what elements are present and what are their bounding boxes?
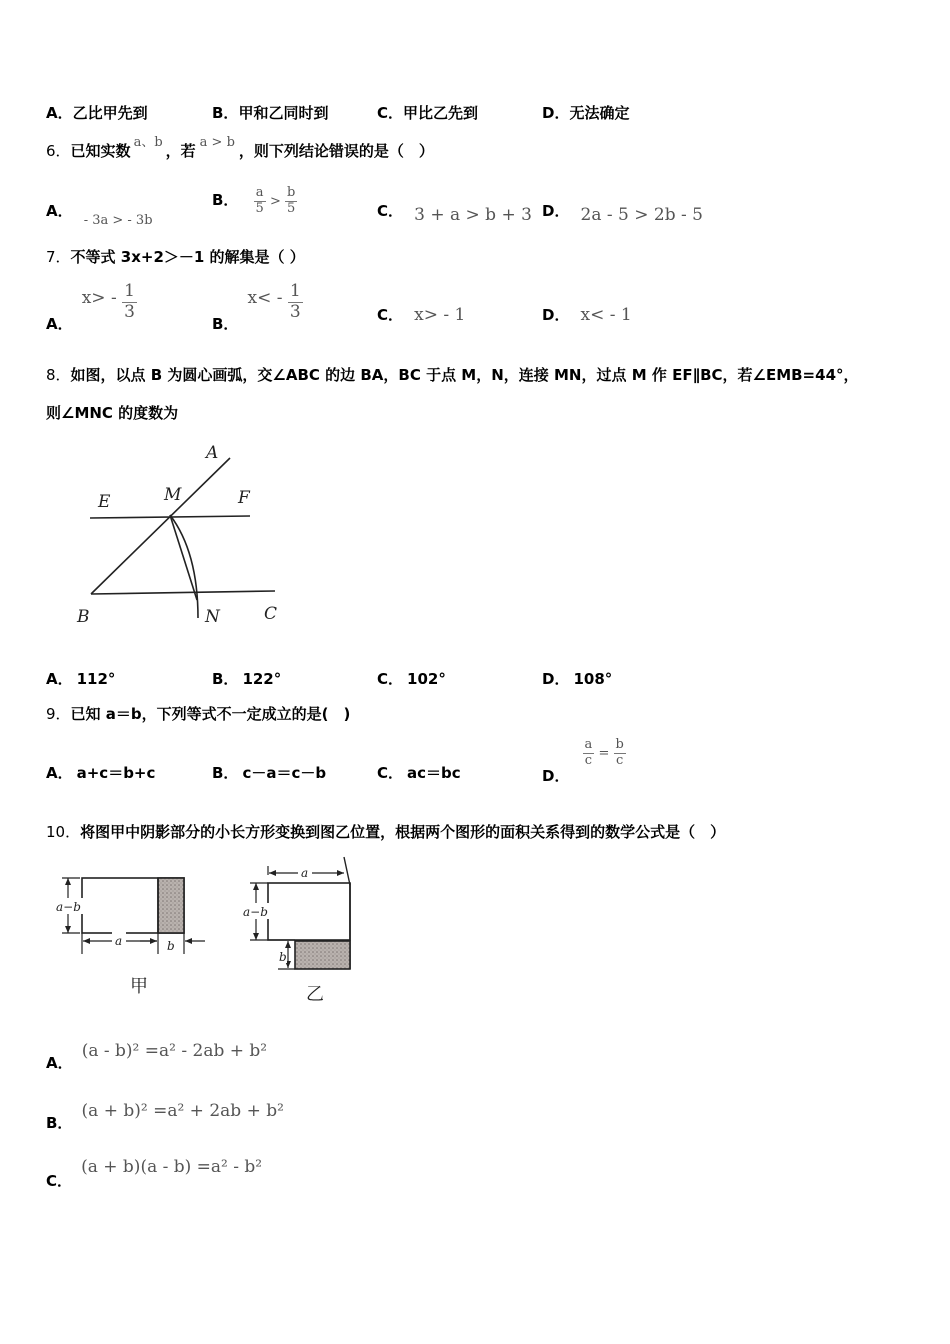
- q6-option-d[interactable]: [542, 200, 703, 225]
- fraction-numerator: a: [255, 185, 264, 200]
- label-b: B: [77, 607, 90, 627]
- question-number: 10．: [46, 823, 81, 841]
- option-math: (a + b)(a - b) =a² - b²: [81, 1157, 263, 1177]
- question-number: 7．: [46, 248, 71, 266]
- label-c: C: [264, 604, 278, 624]
- q8-stem-text: 如图，以点 B 为圆心画弧，交∠ABC 的边 BA，BC 于点 M，N，连接 MN，过点 M 作 EF∥BC，若∠EMB=44°，: [70, 366, 859, 384]
- option-letter: D．: [542, 306, 570, 324]
- option-letter: B．: [212, 190, 239, 209]
- option-letter: B．: [212, 670, 239, 688]
- q6-stem-c: ，则下列结论错误的是（ ）: [238, 142, 434, 160]
- question-number: 9．: [46, 705, 71, 723]
- label-f: F: [238, 488, 250, 508]
- yi-side-label: a−b: [243, 905, 268, 919]
- fraction-denominator: 5: [255, 200, 264, 216]
- operator: =: [598, 745, 610, 761]
- q8-option-a[interactable]: [46, 668, 115, 689]
- fraction-denominator: 3: [124, 301, 135, 322]
- q8-stem-line2: 则∠MNC 的度数为: [46, 404, 179, 422]
- option-letter: D．: [542, 670, 570, 688]
- q9-option-c[interactable]: [377, 762, 461, 783]
- q9-stem-text: 已知 a＝b，下列等式不一定成立的是( ): [70, 705, 351, 723]
- yi-side-label-b: b: [279, 950, 287, 964]
- fraction-numerator: 1: [124, 281, 135, 301]
- option-letter: C．: [377, 764, 404, 782]
- fraction-denominator: 5: [287, 200, 296, 216]
- q10-option-b[interactable]: [46, 1100, 284, 1132]
- fraction-numerator: 1: [289, 281, 301, 301]
- option-text: a+c＝b+c: [76, 764, 156, 782]
- option-letter: A．: [46, 670, 73, 688]
- option-math: x< - 1: [580, 305, 632, 325]
- q6-option-a[interactable]: [46, 200, 153, 228]
- option-math: 3 + a > b + 3: [414, 205, 532, 225]
- option-letter: A．: [46, 104, 73, 122]
- q9-option-a[interactable]: [46, 762, 155, 783]
- jia-shaded-rect: [158, 878, 184, 933]
- q8-option-d[interactable]: [542, 668, 612, 689]
- q8-figure: [70, 440, 290, 630]
- segment-mn: [170, 515, 197, 600]
- option-math: (a + b)² =a² + 2ab + b²: [81, 1101, 284, 1121]
- option-letter: B．: [212, 764, 239, 782]
- option-text: 无法确定: [569, 104, 630, 122]
- q6-stem: [46, 135, 434, 161]
- jia-bottom-label-b: b: [167, 939, 175, 953]
- option-math: [247, 281, 303, 322]
- option-text: 122°: [242, 670, 282, 688]
- q10-stem-text: 将图甲中阴影部分的小长方形变换到图乙位置，根据两个图形的面积关系得到的数学公式是（ ）: [80, 823, 726, 841]
- option-letter: C．: [377, 670, 404, 688]
- option-letter: A．: [46, 764, 73, 782]
- q7-option-c[interactable]: [377, 304, 465, 325]
- option-math: 2a - 5 > 2b - 5: [580, 205, 703, 225]
- option-letter: B．: [212, 314, 239, 333]
- question-number: 6．: [46, 142, 71, 160]
- option-math: [254, 185, 298, 216]
- jia-bottom-label-a: a: [115, 934, 123, 948]
- option-text: 102°: [407, 670, 446, 688]
- fraction-numerator: a: [584, 737, 593, 752]
- option-math: (a - b)² =a² - 2ab + b²: [81, 1041, 268, 1061]
- option-letter: D．: [542, 202, 570, 220]
- q9-option-d[interactable]: [542, 737, 626, 785]
- option-text: ac＝bc: [407, 764, 461, 782]
- option-letter: B．: [212, 104, 239, 122]
- option-letter: D．: [542, 104, 570, 122]
- q7-stem-text: 不等式 3x+2＞－1 的解集是（ ）: [70, 248, 305, 266]
- option-letter: A．: [46, 314, 73, 333]
- jia-side-label: a−b: [56, 900, 81, 914]
- ray-ba: [91, 458, 230, 594]
- jia-caption: 甲: [130, 976, 148, 997]
- option-text: 甲比乙先到: [403, 104, 479, 122]
- fraction-denominator: 3: [289, 301, 301, 322]
- yi-caption: 乙: [306, 984, 324, 1005]
- option-text: 108°: [573, 670, 613, 688]
- fraction-denominator: c: [584, 752, 593, 768]
- option-letter: A．: [46, 1054, 73, 1072]
- figure-yi: [240, 855, 370, 1005]
- option-math: [81, 281, 137, 322]
- math-lhs: x> -: [81, 287, 117, 308]
- q8-stem-line1: [46, 364, 859, 385]
- q7-option-a[interactable]: [46, 281, 137, 333]
- q6-option-c[interactable]: [377, 200, 532, 225]
- q6-condition: a > b: [199, 135, 235, 150]
- figure-jia: [50, 868, 210, 1003]
- q6-var-ab: a、b: [133, 135, 163, 150]
- option-text: 甲和乙同时到: [238, 104, 329, 122]
- q7-option-d[interactable]: [542, 304, 632, 325]
- option-letter: C．: [46, 1172, 73, 1190]
- q5-option-d[interactable]: [542, 102, 629, 123]
- q6-stem-b: ，若: [165, 142, 196, 160]
- label-e: E: [98, 492, 111, 512]
- math-lhs: x< -: [247, 287, 283, 308]
- q6-option-b[interactable]: [212, 186, 297, 217]
- option-text: 乙比甲先到: [72, 104, 148, 122]
- label-a: A: [206, 443, 219, 463]
- q8-option-c[interactable]: [377, 668, 446, 689]
- q5-option-a[interactable]: [46, 102, 148, 123]
- option-letter: B．: [46, 1114, 73, 1132]
- option-letter: C．: [377, 104, 404, 122]
- question-number: 8．: [46, 366, 71, 384]
- fraction-numerator: b: [615, 737, 624, 752]
- q9-option-b[interactable]: [212, 762, 326, 783]
- q7-option-b[interactable]: [212, 281, 303, 333]
- option-math: x> - 1: [414, 305, 466, 325]
- q6-stem-a: 已知实数: [70, 142, 131, 160]
- q7-stem: [46, 246, 305, 267]
- yi-white-rect: [268, 883, 350, 940]
- option-text: c－a＝c－b: [242, 764, 327, 782]
- q8-option-b[interactable]: [212, 668, 281, 689]
- operator: >: [269, 193, 281, 209]
- q10-option-a[interactable]: [46, 1040, 268, 1072]
- yi-shaded-rect: [295, 941, 350, 969]
- option-text: 112°: [76, 670, 116, 688]
- q10-option-c[interactable]: [46, 1156, 263, 1190]
- yi-top-label-a: a: [301, 866, 309, 880]
- fraction-numerator: b: [287, 185, 296, 200]
- fraction-denominator: c: [616, 752, 624, 768]
- label-n: N: [205, 607, 220, 627]
- option-letter: D．: [542, 766, 570, 785]
- q10-stem: [46, 821, 725, 842]
- option-letter: A．: [46, 202, 73, 220]
- q5-option-c[interactable]: [377, 102, 478, 123]
- option-math: [583, 737, 626, 768]
- ray-bc: [91, 591, 275, 594]
- option-letter: C．: [377, 202, 404, 220]
- q5-option-b[interactable]: [212, 102, 328, 123]
- label-m: M: [164, 485, 182, 505]
- option-letter: C．: [377, 306, 404, 324]
- option-math: - 3a > - 3b: [83, 213, 153, 228]
- q9-stem: [46, 703, 350, 724]
